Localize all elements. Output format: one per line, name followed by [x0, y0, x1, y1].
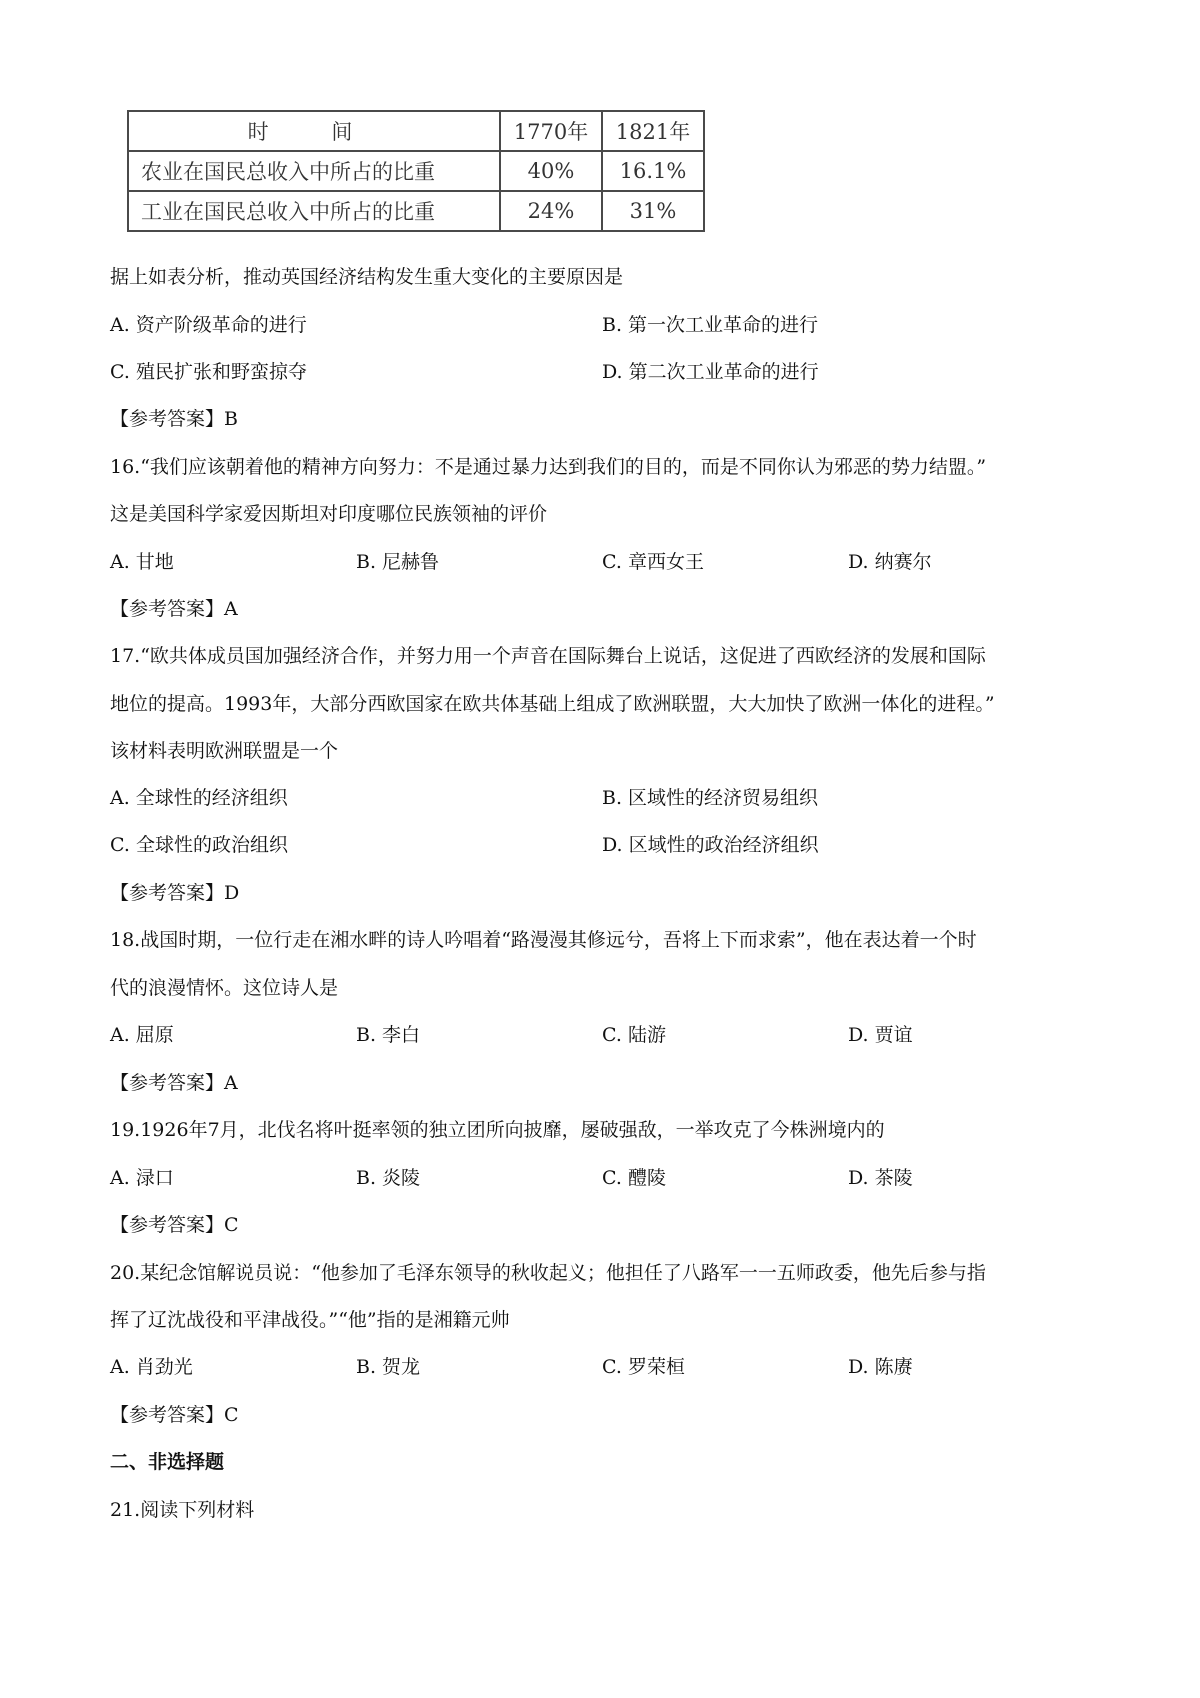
cell-value: 31% [602, 191, 704, 231]
question-19-stem: 19.1926年7月，北伐名将叶挺率领的独立团所向披靡，屡破强敌，一举攻克了今株洲境内的 [110, 1119, 885, 1141]
option-b: B. 李白 [356, 1024, 421, 1046]
option-c: C. 殖民扩张和野蛮掠夺 [110, 361, 307, 383]
answer-15: 【参考答案】B [110, 408, 238, 430]
question-18-stem-line2: 代的浪漫情怀。这位诗人是 [110, 977, 339, 999]
option-c: C. 罗荣桓 [602, 1356, 685, 1378]
question-17-stem-line1: 17.“欧共体成员国加强经济合作，并努力用一个声音在国际舞台上说话，这促进了西欧经济的发展和国际 [110, 645, 986, 667]
option-c: C. 章西女王 [602, 551, 704, 573]
option-d: D. 贾谊 [848, 1024, 913, 1046]
answer-20: 【参考答案】C [110, 1404, 239, 1426]
table-row [128, 151, 704, 191]
option-a: A. 资产阶级革命的进行 [110, 314, 307, 336]
cell-value: 16.1% [602, 151, 704, 191]
option-b: B. 贺龙 [356, 1356, 421, 1378]
option-d: D. 第二次工业革命的进行 [602, 361, 819, 383]
cell-value: 24% [500, 191, 602, 231]
answer-16: 【参考答案】A [110, 598, 238, 620]
option-a: A. 全球性的经济组织 [110, 787, 288, 809]
option-b: B. 尼赫鲁 [356, 551, 440, 573]
cell-value: 40% [500, 151, 602, 191]
economy-structure-table [127, 110, 705, 232]
question-16-stem-line2: 这是美国科学家爱因斯坦对印度哪位民族领袖的评价 [110, 503, 548, 525]
option-b: B. 炎陵 [356, 1167, 421, 1189]
row-label-industry: 工业在国民总收入中所占的比重 [128, 191, 500, 231]
option-d: D. 区域性的政治经济组织 [602, 834, 819, 856]
table-row [128, 191, 704, 231]
header-1770: 1770年 [500, 111, 602, 151]
option-d: D. 纳赛尔 [848, 551, 932, 573]
question-16-stem-line1: 16.“我们应该朝着他的精神方向努力：不是通过暴力达到我们的目的，而是不同你认为邪恶的势力结盟。” [110, 456, 987, 478]
header-time: 时 间 [128, 111, 500, 151]
option-d: D. 陈赓 [848, 1356, 913, 1378]
table-header-row [128, 111, 704, 151]
option-c: C. 醴陵 [602, 1167, 666, 1189]
question-17-stem-line2: 地位的提高。1993年，大部分西欧国家在欧共体基础上组成了欧洲联盟，大大加快了欧洲一体化的进程。” [110, 693, 995, 715]
option-a: A. 肖劲光 [110, 1356, 193, 1378]
answer-19: 【参考答案】C [110, 1214, 239, 1236]
option-c: C. 陆游 [602, 1024, 666, 1046]
row-label-agriculture: 农业在国民总收入中所占的比重 [128, 151, 500, 191]
option-a: A. 甘地 [110, 551, 174, 573]
question-18-stem-line1: 18.战国时期，一位行走在湘水畔的诗人吟唱着“路漫漫其修远兮，吾将上下而求索”，他在表达着一个时 [110, 929, 977, 951]
option-d: D. 茶陵 [848, 1167, 913, 1189]
answer-17: 【参考答案】D [110, 882, 240, 904]
option-c: C. 全球性的政治组织 [110, 834, 288, 856]
question-20-stem-line1: 20.某纪念馆解说员说：“他参加了毛泽东领导的秋收起义；他担任了八路军一一五师政委，他先后参与指 [110, 1262, 986, 1284]
question-17-stem-line3: 该材料表明欧洲联盟是一个 [110, 740, 339, 762]
answer-18: 【参考答案】A [110, 1072, 238, 1094]
option-b: B. 区域性的经济贸易组织 [602, 787, 819, 809]
section-title: 二、非选择题 [110, 1451, 225, 1473]
option-b: B. 第一次工业革命的进行 [602, 314, 819, 336]
question-20-stem-line2: 挥了辽沈战役和平津战役。”“他”指的是湘籍元帅 [110, 1309, 510, 1331]
header-1821: 1821年 [602, 111, 704, 151]
question-15-stem: 据上如表分析，推动英国经济结构发生重大变化的主要原因是 [110, 266, 624, 288]
question-21-stem: 21.阅读下列材料 [110, 1499, 255, 1521]
option-a: A. 渌口 [110, 1167, 174, 1189]
option-a: A. 屈原 [110, 1024, 174, 1046]
